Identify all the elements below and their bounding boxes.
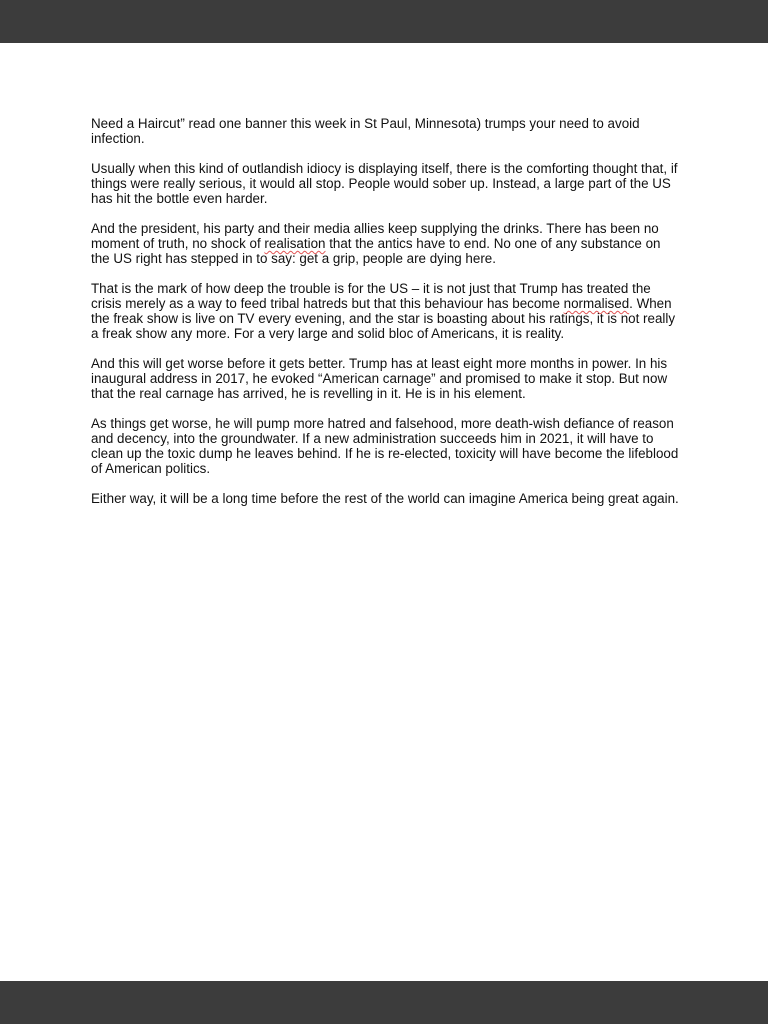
bottom-toolbar-bar — [0, 981, 768, 1024]
paragraph — [91, 161, 681, 206]
text-run: That is the mark of how deep the trouble is for the US – it is not just that Trump has treated the crisis merely as a way to feed tribal hatreds but that this behaviour has become — [91, 281, 651, 311]
top-toolbar-bar — [0, 0, 768, 43]
text-run: Need a Haircut” read one banner this week in St Paul, Minnesota) trumps your need to avoid infection. — [91, 116, 640, 146]
text-run: . When the freak show is live on TV every evening, and the star is boasting about his ratings, it is not really a freak show any more. For a very large and solid bloc of Americans, it is reality. — [91, 296, 676, 341]
text-run: As things get worse, he will pump more hatred and falsehood, more death-wish defiance of reason and decency, into the groundwater. If a new administration succeeds him in 2021, it will have to clean up the toxic dump he leaves behind. If he is re-elected, toxicity will have become the lifeblood of American politics. — [91, 416, 679, 476]
paragraph — [91, 416, 681, 476]
paragraph — [91, 356, 681, 401]
document-body-text[interactable] — [91, 116, 681, 521]
text-run: And this will get worse before it gets better. Trump has at least eight more months in power. In his inaugural address in 2017, he evoked “American carnage” and promised to make it stop. But now that the real carnage has arrived, he is revelling in it. He is in his element. — [91, 356, 668, 401]
text-run: Usually when this kind of outlandish idiocy is displaying itself, there is the comforting thought that, if things were really serious, it would all stop. People would sober up. Instead, a large part of the US has hit the bottle even harder. — [91, 161, 678, 206]
paragraph — [91, 221, 681, 266]
document-page[interactable] — [0, 43, 768, 981]
text-run: Either way, it will be a long time before the rest of the world can imagine America being great again. — [91, 491, 679, 506]
text-run: that the antics have to end. No one of any substance on the US right has stepped in to say: get a grip, people are dying here. — [91, 236, 661, 266]
paragraph — [91, 116, 681, 146]
misspelled-word: realisation — [264, 236, 326, 251]
paragraph — [91, 281, 681, 341]
misspelled-word: normalised — [563, 296, 630, 311]
text-run: And the president, his party and their media allies keep supplying the drinks. There has been no moment of truth, no shock of — [91, 221, 659, 251]
paragraph — [91, 491, 681, 506]
